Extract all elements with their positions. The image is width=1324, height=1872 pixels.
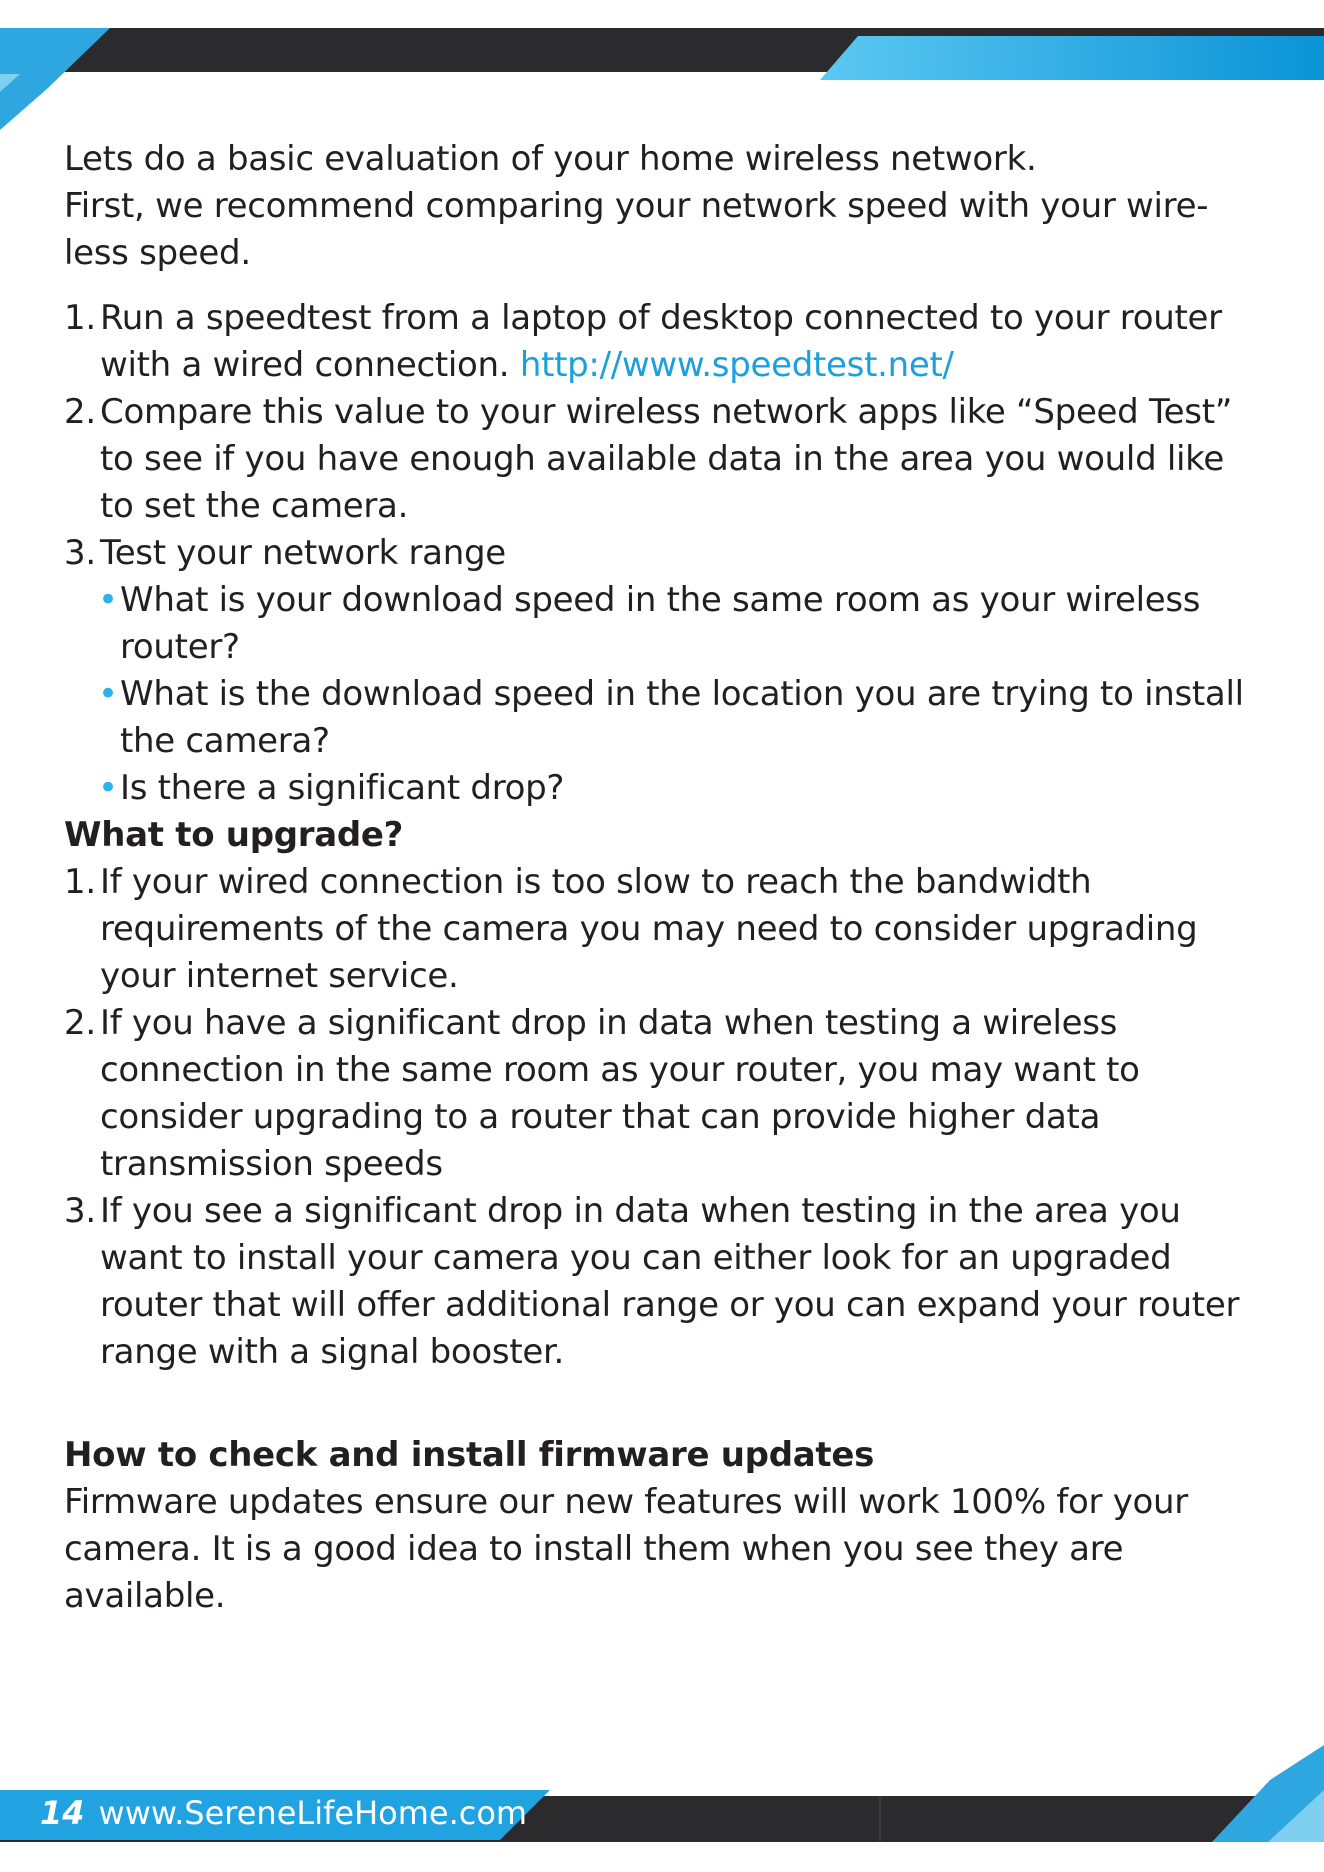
bullet-item — [64, 577, 1264, 671]
list-number: 3. — [64, 1191, 96, 1231]
list-item — [64, 1000, 1264, 1188]
intro-line-2: First, we recommend comparing your network speed with your wire-less speed. — [64, 186, 1209, 273]
footer-website-link[interactable]: www.SereneLifeHome.com — [98, 1794, 528, 1832]
upgrade-text: If you see a significant drop in data when testing in the area you want to install your camera you can either look for an upgraded router that will offer additional range or you can expand your router range with a signal booster. — [100, 1191, 1240, 1372]
bullet-text: What is your download speed in the same room as your wireless router? — [120, 580, 1201, 667]
bullet-item — [64, 671, 1264, 765]
page-content — [64, 136, 1264, 1620]
evaluation-steps — [64, 295, 1264, 812]
firmware-heading: How to check and install firmware updates — [64, 1435, 875, 1475]
list-number: 1. — [64, 862, 96, 902]
header-band — [0, 28, 1324, 130]
speedtest-link[interactable]: http://www.speedtest.net/ — [519, 345, 954, 385]
list-number: 2. — [64, 1003, 96, 1043]
list-number: 2. — [64, 392, 96, 432]
list-item — [64, 389, 1264, 530]
list-number: 3. — [64, 533, 96, 573]
list-item — [64, 1188, 1264, 1376]
upgrade-list — [64, 859, 1264, 1376]
upgrade-heading: What to upgrade? — [64, 815, 404, 855]
intro-line-1: Lets do a basic evaluation of your home wireless network. — [64, 139, 1037, 179]
bullet-item — [64, 765, 1264, 812]
network-range-questions — [64, 577, 1264, 812]
firmware-text: Firmware updates ensure our new features will work 100% for your camera. It is a good idea to install them when you see they are available. — [64, 1482, 1188, 1616]
bullet-icon: • — [98, 768, 118, 808]
bullet-icon: • — [98, 580, 118, 620]
list-number: 1. — [64, 298, 96, 338]
list-item — [64, 530, 1264, 577]
footer — [40, 1788, 527, 1838]
upgrade-text: If you have a significant drop in data when testing a wireless connection in the same room as your router, you may want to consider upgrading to a router that can provide higher data transmission speeds — [100, 1003, 1140, 1184]
bullet-icon: • — [98, 674, 118, 714]
bullet-text: Is there a significant drop? — [120, 768, 565, 808]
bullet-text: What is the download speed in the location you are trying to install the camera? — [120, 674, 1244, 761]
intro — [64, 136, 1264, 277]
step-text: Compare this value to your wireless network apps like “Speed Test” to see if you have enough available data in the area you would like to set the camera. — [100, 392, 1233, 526]
list-item — [64, 295, 1264, 389]
page-number: 14 — [40, 1794, 85, 1832]
list-item — [64, 859, 1264, 1000]
step-text: Run a speedtest from a laptop of desktop connected to your router with a wired connection. — [100, 298, 1222, 385]
step-text: Test your network range — [100, 533, 506, 573]
upgrade-text: If your wired connection is too slow to reach the bandwidth requirements of the camera you may need to consider upgrading your internet service. — [100, 862, 1198, 996]
